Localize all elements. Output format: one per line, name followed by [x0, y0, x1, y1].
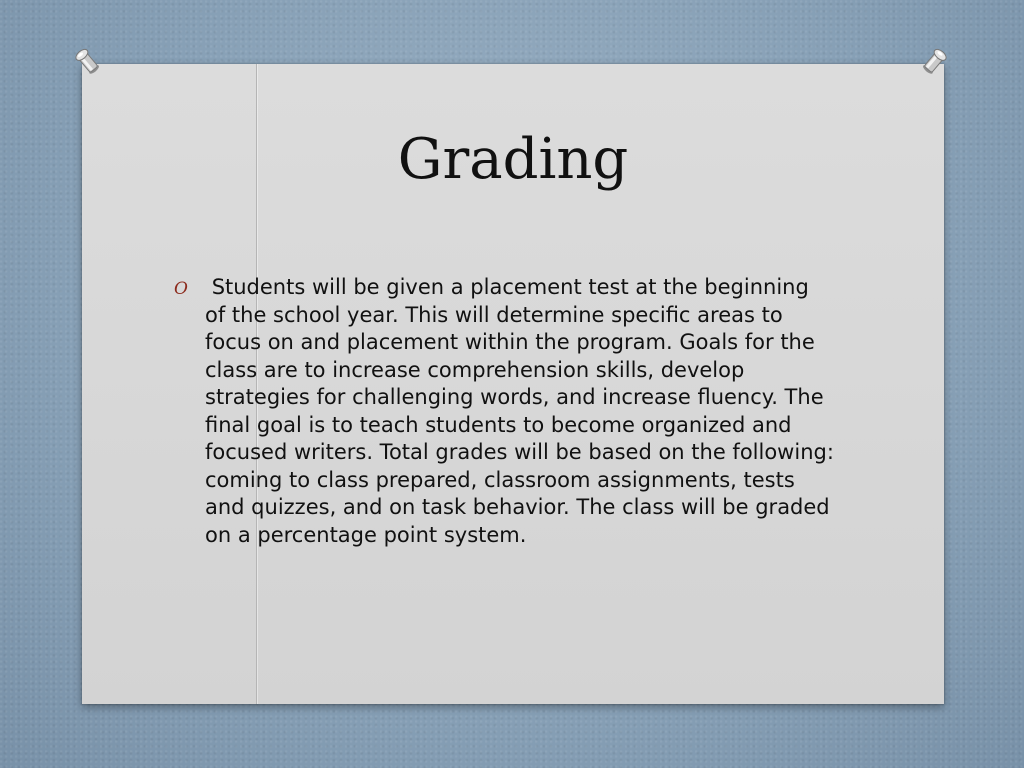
slide-paper — [82, 64, 944, 704]
bullet-text: Students will be given a placement test at the beginning of the school year. This will determine specific areas to focus on and placement within the program. Goals for the class are to increase comprehension skills, develop strategies for challenging words, and increase fluency. The final goal is to teach students to become organized and focused writers. Total grades will be based on the following: coming to class prepared, classroom assignments, tests and quizzes, and on task behavior. The class will be graded on a percentage point system. — [205, 275, 841, 547]
bullet-marker: O — [174, 279, 188, 299]
bullet-item — [174, 274, 841, 549]
pushpin-icon — [918, 44, 952, 78]
slide-title: Grading — [397, 127, 629, 192]
pushpin-icon — [70, 44, 104, 78]
